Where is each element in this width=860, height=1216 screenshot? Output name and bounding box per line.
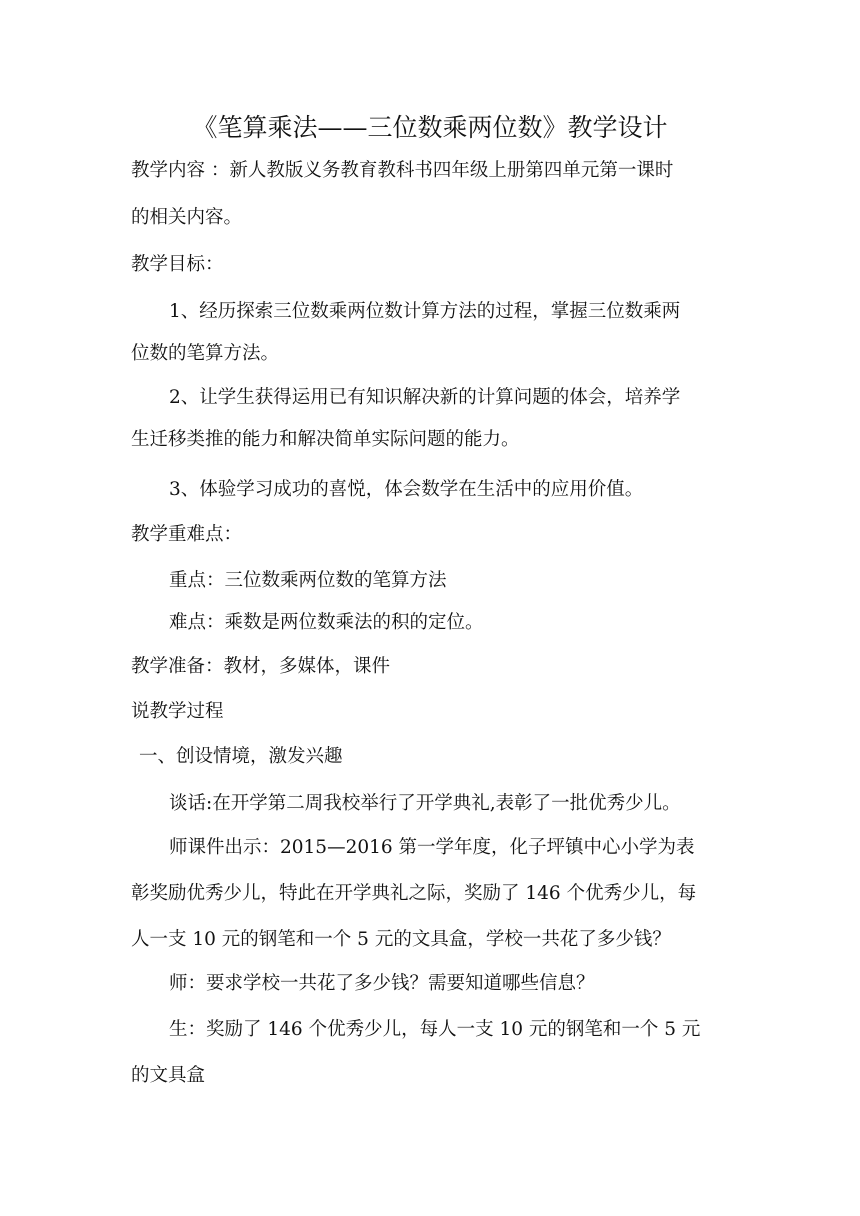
document-title: 《笔算乘法——三位数乘两位数》教学设计 (192, 113, 668, 142)
paragraph-line: 生：奖励了 146 个优秀少儿，每人一支 10 元的钢笔和一个 5 元 (169, 1019, 701, 1040)
paragraph-line: 3、体验学习成功的喜悦，体会数学在生活中的应用价值。 (169, 479, 644, 500)
paragraph-line: 位数的笔算方法。 (131, 343, 280, 364)
paragraph-line: 人一支 10 元的钢笔和一个 5 元的文具盒，学校一共花了多少钱？ (131, 929, 671, 950)
paragraph-line: 的文具盒 (131, 1065, 206, 1086)
paragraph-line: 的相关内容。 (131, 207, 243, 228)
paragraph-line: 1、经历探索三位数乘两位数计算方法的过程，掌握三位数乘两 (169, 301, 681, 322)
section-heading: 说教学过程 (131, 701, 224, 722)
paragraph-line: 生迁移类推的能力和解决简单实际问题的能力。 (131, 429, 520, 450)
paragraph-line: 教学内容 ：新人教版义务教育教科书四年级上册第四单元第一课时 (131, 160, 674, 181)
section-heading: 教学重难点： (131, 524, 243, 545)
paragraph-line: 重点：三位数乘两位数的笔算方法 (169, 570, 447, 591)
section-heading: 一、创设情境，激发兴趣 (139, 746, 343, 767)
paragraph-line: 2、让学生获得运用已有知识解决新的计算问题的体会，培养学 (169, 387, 681, 408)
paragraph-line: 师：要求学校一共花了多少钱？需要知道哪些信息？ (169, 973, 595, 994)
section-heading: 教学准备：教材，多媒体，课件 (131, 656, 391, 677)
paragraph-line: 难点：乘数是两位数乘法的积的定位。 (169, 612, 484, 633)
paragraph-line: 谈话:在开学第二周我校举行了开学典礼,表彰了一批优秀少儿。 (169, 793, 681, 814)
section-heading: 教学目标： (131, 254, 224, 275)
paragraph-line: 彰奖励优秀少儿，特此在开学典礼之际，奖励了 146 个优秀少儿，每 (131, 883, 697, 904)
paragraph-line: 师课件出示：2015—2016 第一学年度，化子坪镇中心小学为表 (169, 837, 695, 858)
